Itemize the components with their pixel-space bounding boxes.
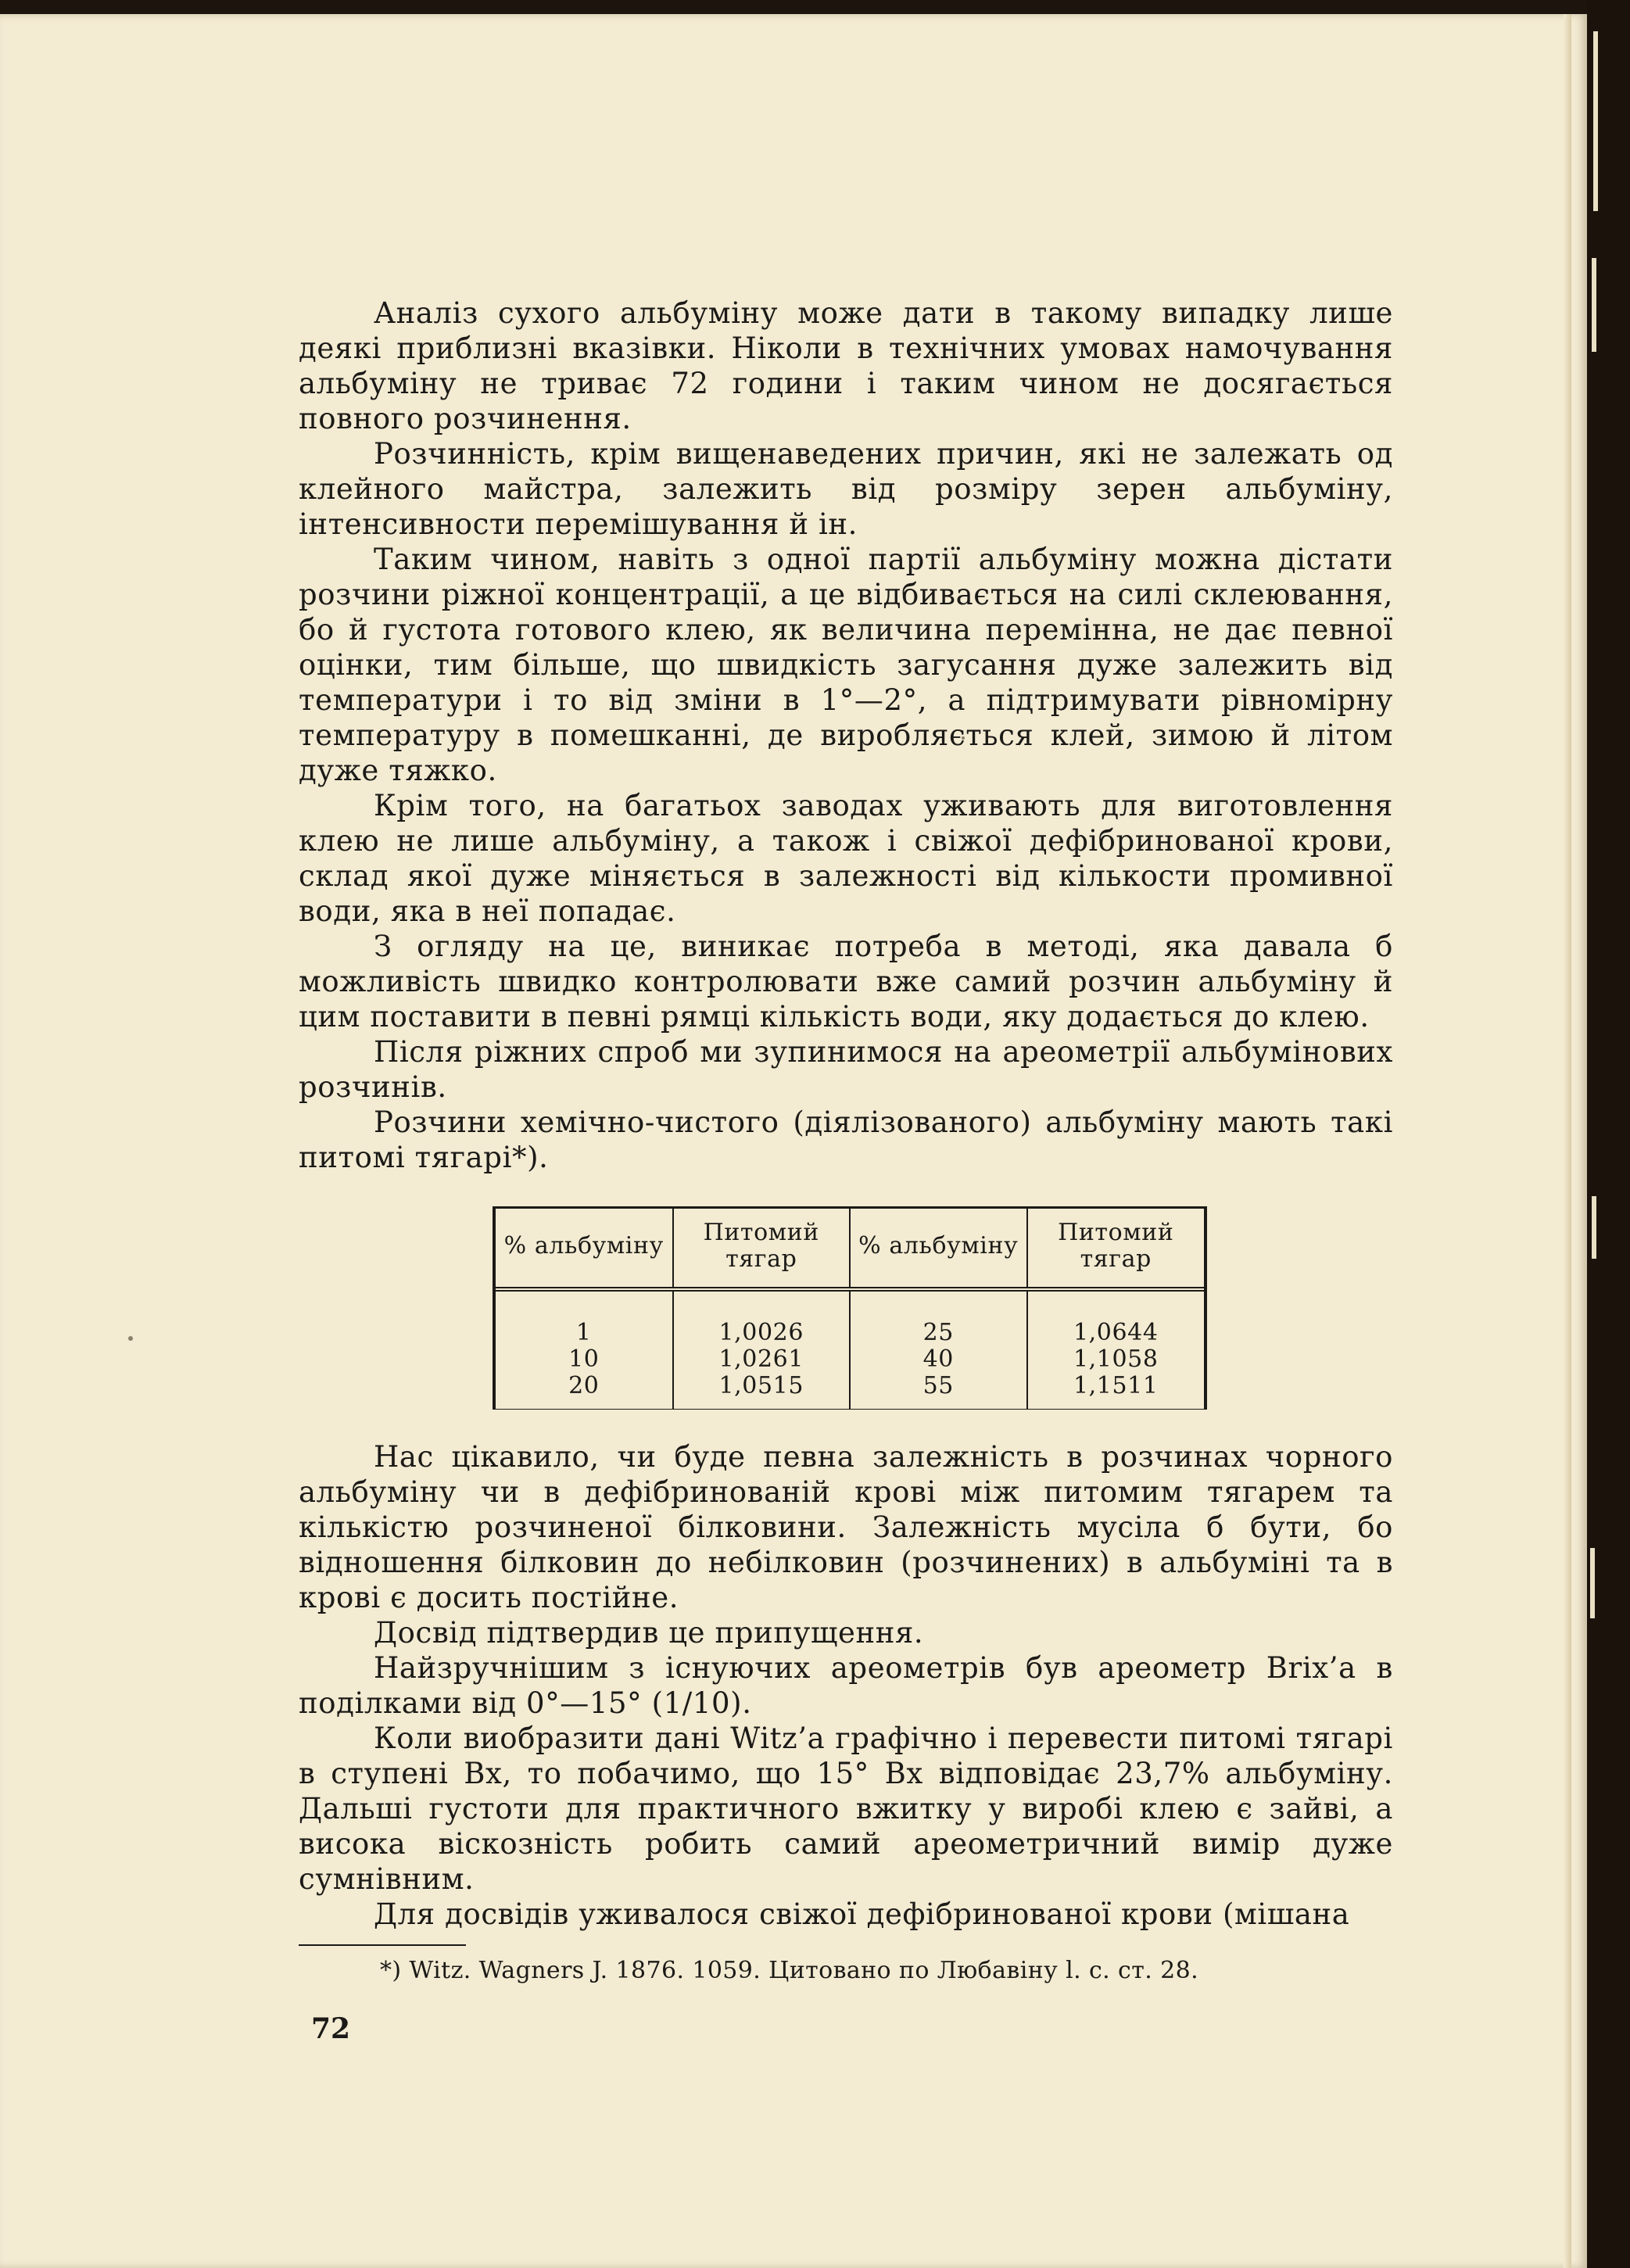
paragraph: Розчинність, крім вищенаведених причин, які не залежать од клейного майстра, залежить від розміру зерен альбуміну, інтенсивности перемішування й ін. bbox=[299, 437, 1393, 541]
table-cell: 1,0026 bbox=[673, 1289, 851, 1346]
paragraph: Після ріжних спроб ми зупинимося на ареометрії альбумінових розчинів. bbox=[299, 1035, 1393, 1104]
footnote: *) Witz. Wagners J. 1876. 1059. Цитовано по Любавіну l. c. ст. 28. bbox=[380, 1957, 1199, 1984]
scan-top-edge bbox=[0, 0, 1587, 14]
table-cell: 10 bbox=[568, 1345, 600, 1373]
table-cell: 25 bbox=[850, 1289, 1027, 1346]
edge-mark bbox=[1593, 31, 1598, 211]
speck bbox=[128, 1336, 133, 1341]
paragraph: Коли виобразити дані Witz’а графічно і перевести питомі тягарі в ступені Bx, то побачимо, що 15° Bx відповідає 23,7% альбуміну. Дальші густоти для практичного вжитку у виробі клею є зайві, а висока віскозність робить самий ареометричний вимір дуже сумнівним. bbox=[299, 1722, 1393, 1896]
data-table bbox=[496, 1209, 1204, 1409]
table-cell: 1,0261 bbox=[673, 1346, 851, 1373]
column-header: Питомий тягар bbox=[1027, 1209, 1205, 1289]
table-cell: 20 bbox=[568, 1372, 600, 1399]
footnote-divider bbox=[299, 1944, 466, 1946]
table-header-row bbox=[496, 1209, 1204, 1289]
paragraph: Крім того, на багатьох заводах уживають для виготовлення клею не лише альбуміну, а також і свіжої дефібринованої крови, склад якої дуже міняється в залежності від кількости промивної води, яка в неї попадає. bbox=[299, 789, 1393, 928]
table-row bbox=[496, 1346, 1204, 1373]
column-header: % альбуміну bbox=[850, 1209, 1027, 1289]
page-spine-shadow bbox=[1564, 14, 1571, 2268]
table-cell: 40 bbox=[850, 1346, 1027, 1373]
edge-mark bbox=[1590, 1548, 1595, 1618]
table-cell: 55 bbox=[850, 1373, 1027, 1409]
scan-right-edge bbox=[1587, 0, 1630, 2268]
page-content bbox=[299, 296, 1393, 1985]
edge-mark bbox=[1592, 1196, 1596, 1259]
column-header: Питомий тягар bbox=[673, 1209, 851, 1289]
specific-gravity-table bbox=[493, 1206, 1207, 1410]
table-row bbox=[496, 1289, 1204, 1346]
paragraph: Таким чином, навіть з одної партії альбуміну можна дістати розчини ріжної концентрації, а це відбивається на силі склеювання, бо й густота готового клею, як величина перемінна, не дає певної оцінки, тим більше, що швидкість загусання дуже залежить від температури і то від зміни в 1°—2°, а підтримувати рівномірну температуру в помешканні, де виробляється клей, зимою й літом дуже тяжко. bbox=[299, 543, 1393, 787]
paragraph: Аналіз сухого альбуміну може дати в такому випадку лише деякі приблизні вказівки. Ніколи в технічних умовах намочування альбуміну не триває 72 години і таким чином не досягається повного розчинення. bbox=[299, 296, 1393, 435]
paragraph: Для досвідів уживалося свіжої дефібринованої крови (мішана bbox=[374, 1897, 1350, 1931]
column-header: % альбуміну bbox=[496, 1209, 673, 1289]
table-cell: 1,0644 bbox=[1027, 1289, 1205, 1346]
page-number: 72 bbox=[311, 2012, 351, 2045]
table-row bbox=[496, 1373, 1204, 1409]
paragraph: Нас цікавило, чи буде певна залежність в розчинах чорного альбуміну чи в дефібринованій крові між питомим тягарем та кількістю розчиненої білковини. Залежність мусіла б бути, бо відношення білковин до небілковин (розчинених) в альбуміні та в крові є досить постійне. bbox=[299, 1440, 1393, 1614]
edge-mark bbox=[1592, 258, 1596, 352]
paragraph: Досвід підтвердив це припущення. bbox=[374, 1616, 924, 1650]
paragraph: Найзручнішим з існуючих ареометрів був ареометр Brix’а в поділками від 0°—15° (1/10). bbox=[299, 1651, 1393, 1720]
table-cell: 1,1511 bbox=[1027, 1373, 1205, 1409]
table-cell: 1,0515 bbox=[673, 1373, 851, 1409]
table-cell: 1,1058 bbox=[1027, 1346, 1205, 1373]
paragraph: Розчини хемічно-чистого (діялізованого) альбуміну мають такі питомі тягарі*). bbox=[299, 1105, 1393, 1174]
table-cell: 1 bbox=[575, 1319, 592, 1346]
paragraph: З огляду на це, виникає потреба в методі, яка давала б можливість швидко контролювати вже самий розчин альбуміну й цим поставити в певні рямці кількість води, яку додається до клею. bbox=[299, 930, 1393, 1034]
